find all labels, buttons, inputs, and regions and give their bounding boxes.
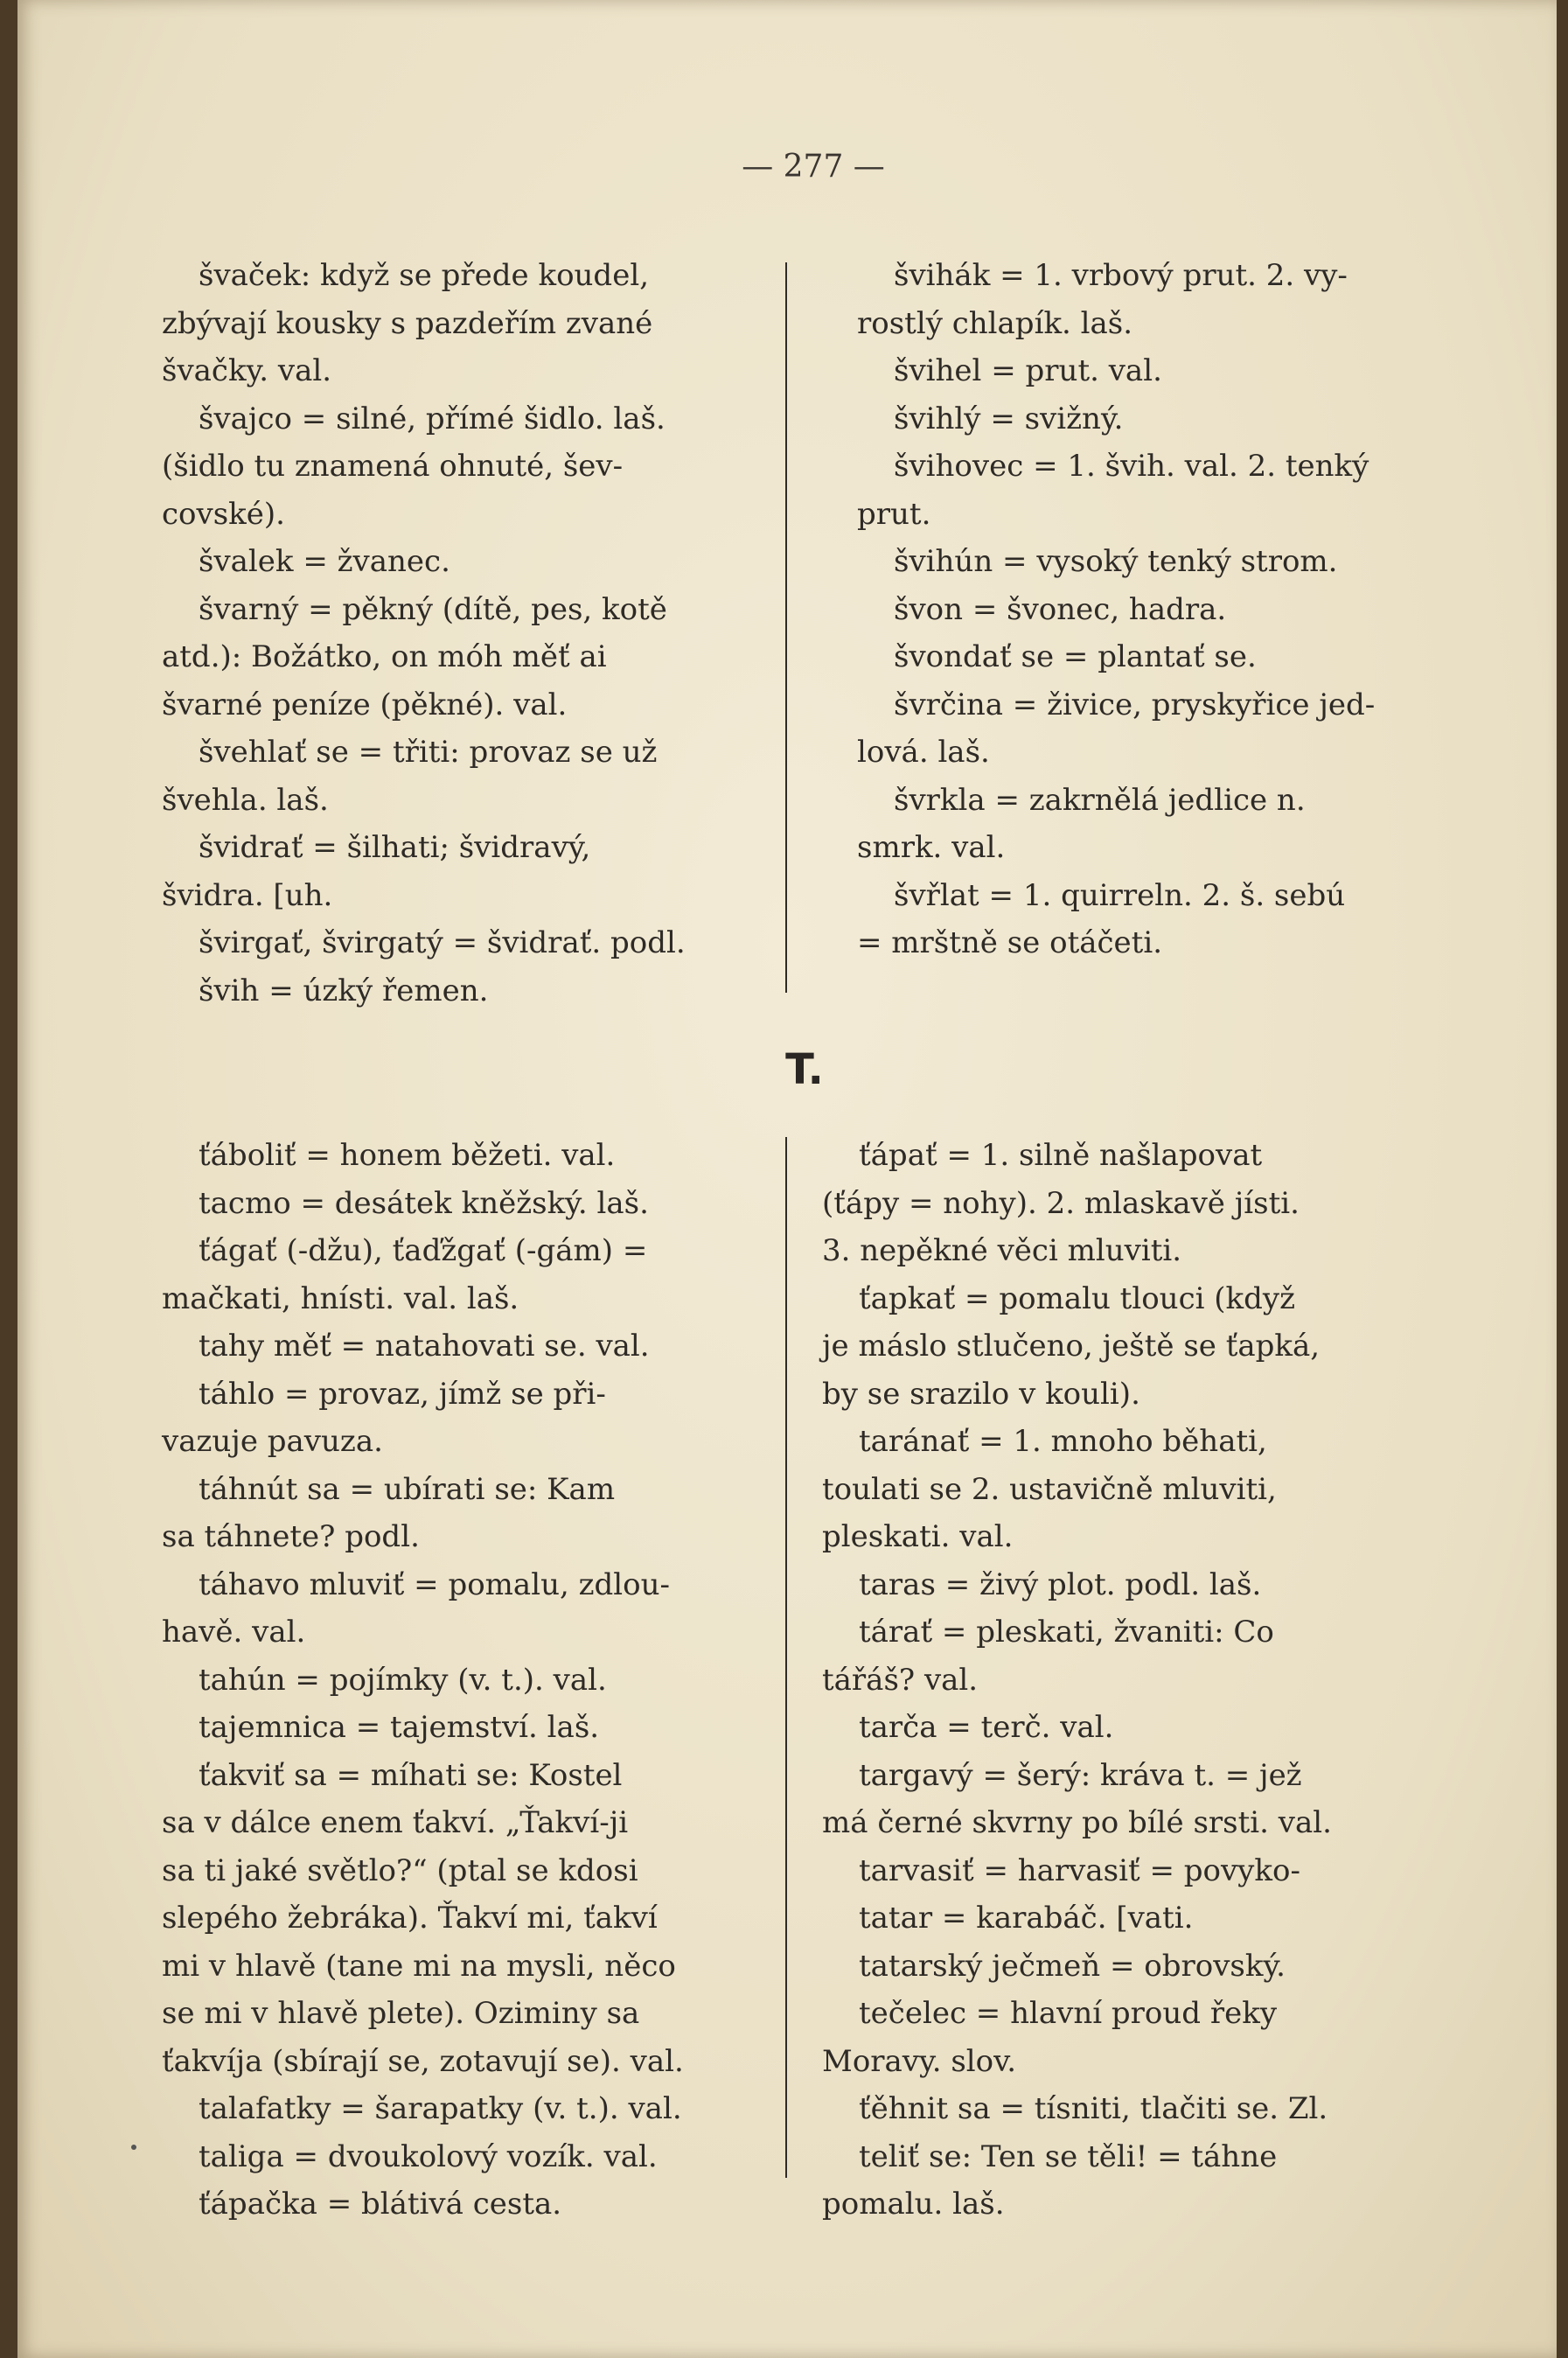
dictionary-line: talafatky = šarapatky (v. t.). val. (199, 2091, 682, 2126)
dictionary-line: ťáboliť = honem běžeti. val. (199, 1138, 616, 1173)
margin-mark (131, 2145, 136, 2150)
dictionary-line: švarné peníze (pěkné). val. (162, 687, 568, 722)
dictionary-line: je máslo stlučeno, ještě se ťapká, (822, 1329, 1321, 1364)
dictionary-line: ťápať = 1. silně našlapovat (859, 1138, 1263, 1173)
dictionary-line: taliga = dvoukolový vozík. val. (199, 2138, 658, 2174)
dictionary-line: sa v dálce enem ťakví. „Ťakví-ji (162, 1805, 629, 1840)
dictionary-line: tatarský ječmeň = obrovský. (859, 1948, 1286, 1984)
dictionary-line: švih = úzký řemen. (199, 973, 489, 1008)
dictionary-line: švajco = silné, přímé šidlo. laš. (199, 401, 666, 436)
dictionary-line: (ťápy = nohy). 2. mlaskavě jísti. (822, 1185, 1300, 1221)
dictionary-line: švalek = žvanec. (199, 544, 450, 579)
dictionary-line: prut. (857, 496, 931, 532)
dictionary-line: taras = živý plot. podl. laš. (859, 1566, 1262, 1602)
dictionary-line: tářáš? val. (822, 1662, 979, 1698)
dictionary-line: smrk. val. (857, 830, 1006, 865)
dictionary-line: švon = švonec, hadra. (894, 591, 1227, 627)
dictionary-line: Moravy. slov. (822, 2043, 1017, 2079)
dictionary-line: tarča = terč. val. (859, 1710, 1114, 1745)
dictionary-line: lová. laš. (857, 735, 990, 770)
dictionary-line: vazuje pavuza. (162, 1424, 383, 1459)
dictionary-line: táhavo mluviť = pomalu, zdlou- (199, 1566, 670, 1602)
dictionary-line: táhnút sa = ubírati se: Kam (199, 1471, 616, 1507)
dictionary-line: tahy měť = natahovati se. val. (199, 1329, 650, 1364)
book-page (17, 0, 1557, 2358)
dictionary-line: švihlý = svižný. (894, 401, 1124, 436)
dictionary-line: ťakvíja (sbírají se, zotavují se). val. (162, 2043, 684, 2079)
dictionary-line: 3. nepěkné věci mluviti. (822, 1233, 1182, 1268)
dictionary-line: švihún = vysoký tenký strom. (894, 544, 1338, 579)
dictionary-line: mi v hlavě (tane mi na mysli, něco (162, 1948, 676, 1984)
dictionary-line: havě. val. (162, 1615, 306, 1650)
dictionary-line: tajemnica = tajemství. laš. (199, 1710, 600, 1745)
dictionary-line: švřlat = 1. quirreln. 2. š. sebú (894, 877, 1346, 913)
dictionary-line: by se srazilo v kouli). (822, 1376, 1140, 1412)
dictionary-line: ťágať (-džu), ťaďžgať (-gám) = (199, 1233, 648, 1268)
dictionary-line: švidra. [uh. (162, 877, 333, 913)
dictionary-line: švihel = prut. val. (894, 353, 1162, 388)
dictionary-line: švaček: když se přede koudel, (199, 258, 649, 293)
dictionary-line: pomalu. laš. (822, 2187, 1005, 2222)
dictionary-line: pleskati. val. (822, 1519, 1014, 1554)
page-number: — 277 — (742, 149, 885, 185)
dictionary-line: mačkati, hnísti. val. laš. (162, 1280, 519, 1316)
dictionary-line: atd.): Božátko, on móh měť ai (162, 639, 607, 674)
dictionary-line: táhlo = provaz, jímž se při- (199, 1376, 606, 1412)
dictionary-line: toulati se 2. ustavičně mluviti, (822, 1471, 1277, 1507)
column-right-top (857, 252, 1399, 967)
dictionary-line: švrčina = živice, pryskyřice jed- (894, 687, 1376, 722)
dictionary-line: covské). (162, 496, 285, 532)
dictionary-line: taránať = 1. mnoho běhati, (859, 1424, 1267, 1459)
dictionary-line: sa ti jaké světlo?“ (ptal se kdosi (162, 1852, 638, 1888)
dictionary-line: rostlý chlapík. laš. (857, 305, 1133, 341)
column-right-bottom (822, 1132, 1399, 2229)
column-divider-top (785, 262, 787, 993)
dictionary-line: tatar = karabáč. [vati. (859, 1901, 1194, 1936)
dictionary-line: ťakviť sa = míhati se: Kostel (199, 1757, 623, 1793)
dictionary-line: tarvasiť = harvasiť = povyko- (859, 1852, 1300, 1888)
dictionary-line: ťapkať = pomalu tlouci (když (859, 1280, 1296, 1316)
dictionary-line: tárať = pleskati, žvaniti: Co (859, 1615, 1274, 1650)
column-left-bottom (162, 1132, 748, 2229)
dictionary-line: tahún = pojímky (v. t.). val. (199, 1662, 607, 1698)
dictionary-line: teliť se: Ten se těli! = táhne (859, 2138, 1278, 2174)
dictionary-line: švidrať = šilhati; švidravý, (199, 830, 591, 865)
dictionary-line: ťěhnit sa = tísniti, tlačiti se. Zl. (859, 2091, 1328, 2126)
column-divider-bottom (785, 1137, 787, 2178)
dictionary-line: švrkla = zakrnělá jedlice n. (894, 782, 1306, 818)
dictionary-line: švirgať, švirgatý = švidrať. podl. (199, 925, 686, 960)
section-heading: T. (785, 1045, 824, 1094)
dictionary-line: tečelec = hlavní proud řeky (859, 1996, 1278, 2031)
dictionary-line: švihovec = 1. švih. val. 2. tenký (894, 449, 1369, 484)
dictionary-line: má černé skvrny po bílé srsti. val. (822, 1805, 1332, 1840)
column-left-top (162, 252, 748, 1015)
dictionary-line: zbývají kousky s pazdeřím zvané (162, 305, 653, 341)
dictionary-line: sa táhnete? podl. (162, 1519, 420, 1554)
dictionary-line: = mrštně se otáčeti. (857, 925, 1163, 960)
dictionary-line: slepého žebráka). Ťakví mi, ťakví (162, 1901, 658, 1936)
dictionary-line: ťápačka = blátivá cesta. (199, 2187, 562, 2222)
dictionary-line: se mi v hlavě plete). Oziminy sa (162, 1996, 640, 2031)
dictionary-line: (šidlo tu znamená ohnuté, šev- (162, 449, 624, 484)
dictionary-line: targavý = šerý: kráva t. = jež (859, 1757, 1302, 1793)
dictionary-line: švarný = pěkný (dítě, pes, kotě (199, 591, 667, 627)
dictionary-line: švehlať se = třiti: provaz se už (199, 735, 658, 770)
dictionary-line: švihák = 1. vrbový prut. 2. vy- (894, 258, 1348, 293)
dictionary-line: švehla. laš. (162, 782, 329, 818)
dictionary-line: švačky. val. (162, 353, 332, 388)
dictionary-line: švondať se = plantať se. (894, 639, 1257, 674)
dictionary-line: tacmo = desátek kněžský. laš. (199, 1185, 649, 1221)
